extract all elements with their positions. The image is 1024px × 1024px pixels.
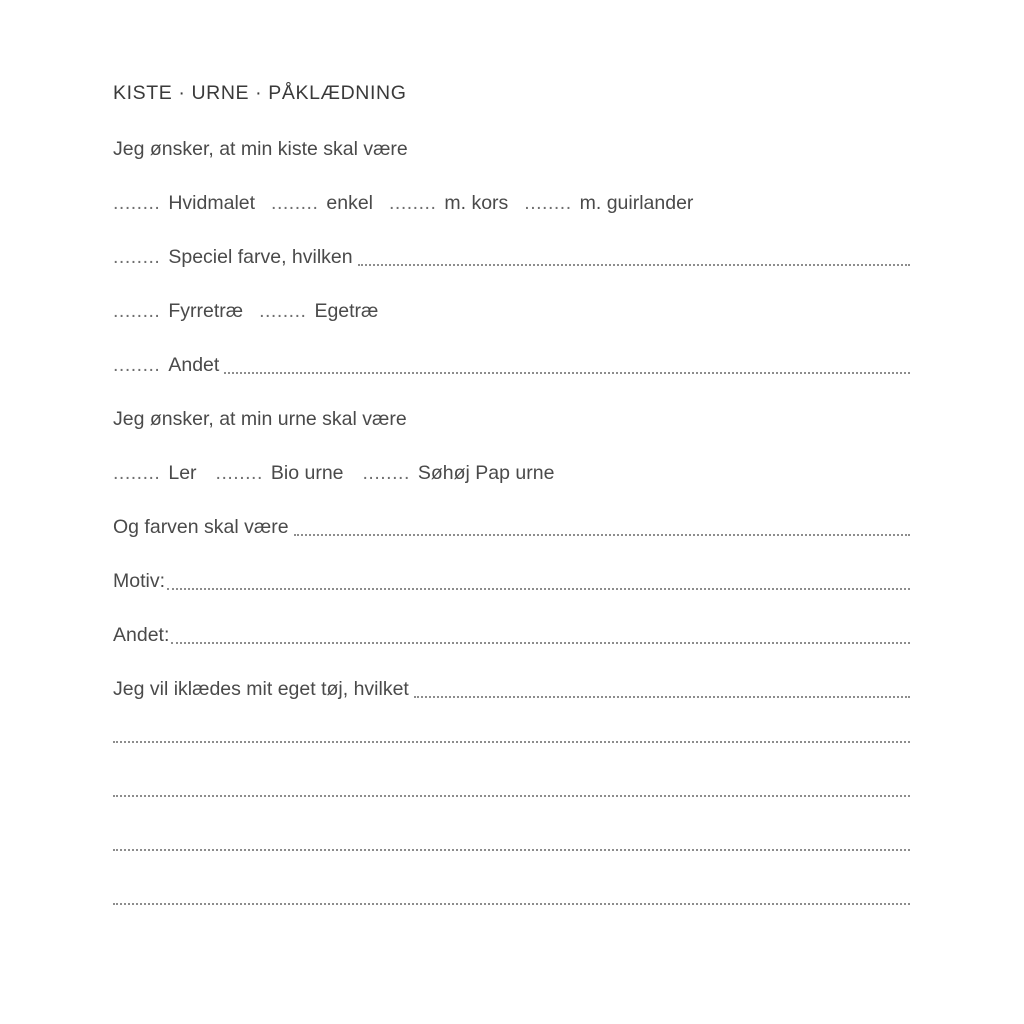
urne-motiv-row <box>113 572 910 591</box>
option-m-guirlander <box>524 194 693 213</box>
paakladning-heading-row <box>113 680 910 699</box>
motiv-write-in-line <box>167 572 910 590</box>
blank-write-in-line-2 <box>113 778 910 797</box>
option-egetrae <box>259 302 378 321</box>
blank-write-in-line-4 <box>113 886 910 905</box>
kiste-andet-row <box>113 356 910 375</box>
option-bio-urne <box>216 464 344 483</box>
urne-andet-row <box>113 626 910 645</box>
option-label: Ler <box>168 462 197 484</box>
checkbox-dots: ........ <box>271 192 319 214</box>
checkbox-dots: ........ <box>113 462 161 484</box>
urne-section-heading <box>113 410 910 429</box>
option-soehoej-pap-urne <box>363 464 555 483</box>
andet-write-in-line <box>224 356 910 374</box>
option-ler <box>113 464 197 483</box>
form-content <box>113 84 910 940</box>
checkbox-dots: ........ <box>389 192 437 214</box>
urne-andet-label: Andet: <box>113 624 170 646</box>
option-label: m. kors <box>444 192 509 214</box>
urne-options-row <box>113 464 910 483</box>
option-label: Egetræ <box>314 300 379 322</box>
option-fyrretrae <box>113 302 243 321</box>
blank-write-in-line-3 <box>113 832 910 851</box>
checkbox-dots: ........ <box>259 300 307 322</box>
option-m-kors <box>389 194 508 213</box>
checkbox-dots: ........ <box>113 246 161 268</box>
andet-label: Andet <box>168 354 220 376</box>
option-label: Hvidmalet <box>168 192 256 214</box>
motiv-label: Motiv: <box>113 570 166 592</box>
farve-write-in-line <box>294 518 910 536</box>
kiste-options-row <box>113 194 910 213</box>
toej-write-in-line <box>414 680 910 698</box>
option-hvidmalet <box>113 194 255 213</box>
kiste-speciel-farve-row <box>113 248 910 267</box>
checkbox-dots: ........ <box>215 462 263 484</box>
urne-andet-write-in-line <box>171 626 910 644</box>
kiste-section-heading <box>113 140 910 159</box>
page-title: KISTE · URNE · PÅKLÆDNING <box>113 82 407 104</box>
kiste-heading-text: Jeg ønsker, at min kiste skal være <box>113 138 408 160</box>
paakladning-heading-text: Jeg vil iklædes mit eget tøj, hvilket <box>113 678 409 700</box>
checkbox-dots: ........ <box>113 354 161 376</box>
checkbox-dots: ........ <box>113 300 161 322</box>
checkbox-dots: ........ <box>362 462 410 484</box>
speciel-farve-write-in-line <box>358 248 910 266</box>
option-label: Fyrretræ <box>168 300 244 322</box>
option-label: enkel <box>326 192 374 214</box>
urne-farve-row <box>113 518 910 537</box>
blank-write-in-line-1 <box>113 724 910 743</box>
checkbox-dots: ........ <box>524 192 572 214</box>
kiste-wood-options-row <box>113 302 910 321</box>
option-label: Søhøj Pap urne <box>417 462 555 484</box>
option-label: m. guirlander <box>579 192 694 214</box>
checkbox-dots: ........ <box>113 192 161 214</box>
option-label: Bio urne <box>270 462 344 484</box>
speciel-farve-label: Speciel farve, hvilken <box>168 246 353 268</box>
farve-label: Og farven skal være <box>113 516 289 538</box>
urne-heading-text: Jeg ønsker, at min urne skal være <box>113 408 407 430</box>
option-enkel <box>271 194 373 213</box>
